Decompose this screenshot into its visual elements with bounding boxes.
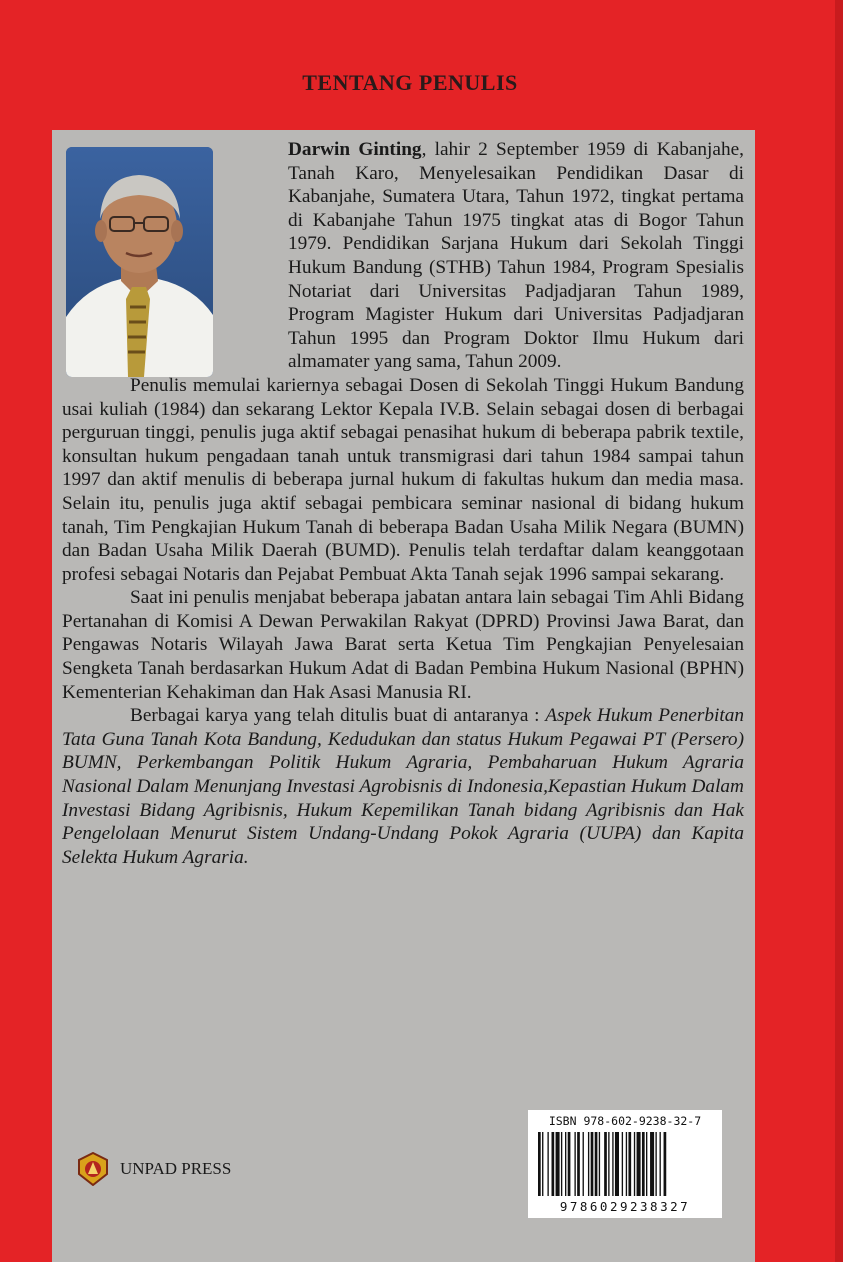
barcode-bar xyxy=(538,1132,541,1196)
barcode-bar xyxy=(591,1132,594,1196)
cover-edge xyxy=(835,0,843,1262)
section-heading: TENTANG PENULIS xyxy=(302,70,518,95)
barcode-bar xyxy=(604,1132,607,1196)
barcode-bar xyxy=(568,1132,571,1196)
barcode-bar xyxy=(542,1132,543,1196)
barcode-bar xyxy=(664,1132,667,1196)
barcode-bar xyxy=(552,1132,555,1196)
barcode-bar xyxy=(655,1132,656,1196)
barcode-bar xyxy=(574,1132,575,1196)
barcode-bar xyxy=(637,1132,641,1196)
works-lead: Berbagai karya yang telah ditulis buat di antaranya : xyxy=(130,705,546,727)
isbn-digits: 9786029238327 xyxy=(559,1199,691,1214)
career-paragraph: Penulis memulai kariernya sebagai Dosen di Sekolah Tinggi Hukum Bandung usai kuliah (1984) dan sekarang Lektor Kepala IV.B. Selain sebagai dosen di berbagai perguruan tinggi, penulis juga aktif sebagai penasihat hukum di beberapa pabrik textile, konsultan hukum pengadaan tanah untuk transmigrasi dari tahun 1984 sampai tahun 1997 dan aktif menulis di beberapa jurnal hukum di fakultas hukum dan media masa. Selain itu, penulis juga aktif sebagai pembicara seminar nasional di bidang hukum tanah, Tim Pengkajian Hukum Tanah di beberapa Badan Usaha Milik Negara (BUMN) dan Badan Usaha Milik Daerah (BUMD). Penulis telah terdaftar dalam keanggotaan profesi sebagai Notaris dan Pejabat Pembuat Akta Tanah sejak 1996 sampai sekarang. xyxy=(62,374,744,585)
biography-text xyxy=(62,138,744,869)
barcode-bar xyxy=(588,1132,589,1196)
barcode-bar xyxy=(622,1132,623,1196)
bio-intro-text: , lahir 2 September 1959 di Kabanjahe, Tanah Karo, Menyelesaikan Pendidikan Dasar di Kabanjahe, Sumatera Utara, Tahun 1972, tingkat pertama di Kabanjahe Tahun 1975 tingkat atas di Bogor Tahun 1979. Pendidikan Sarjana Hukum dari Sekolah Tinggi Hukum Bandung (STHB) Tahun 1984, Program Spesialis Notariat dari Universitas Padjadjaran Tahun 1989, Program Magister Hukum dari Universitas Padjadjaran Tahun 1995 dan Program Doktor Ilmu Hukum dari almamater yang sama, Tahun 2009. xyxy=(288,139,744,373)
barcode-bar xyxy=(650,1132,654,1196)
bio-intro-paragraph xyxy=(62,138,744,374)
barcode-bar xyxy=(583,1132,584,1196)
barcode-bar xyxy=(626,1132,627,1196)
barcode-bar xyxy=(608,1132,609,1196)
barcode-bar xyxy=(561,1132,562,1196)
barcode-bar xyxy=(599,1132,600,1196)
barcode-bar xyxy=(556,1132,560,1196)
author-name: Darwin Ginting xyxy=(288,139,422,160)
works-list: Aspek Hukum Penerbitan Tata Guna Tanah Kota Bandung, Kedudukan dan status Hukum Pegawai PT (Persero) BUMN, Perkembangan Politik Hukum Agraria, Pembaharuan Hukum Agraria Nasional Dalam Menunjang Investasi Agrobisnis di Indonesia,Kepastian Hukum Dalam Investasi Bidang Agribisnis, Hukum Kepemilikan Tanah bidang Agribisnis dan Hak Pengelolaan Menurut Sistem Undang-Undang Pokok Agraria (UUPA) dan Kapita Selekta Hukum Agraria. xyxy=(62,705,744,868)
barcode-bar xyxy=(577,1132,580,1196)
barcode-bar xyxy=(565,1132,566,1196)
barcode-bar xyxy=(615,1132,619,1196)
barcode-bar xyxy=(595,1132,598,1196)
works-paragraph xyxy=(62,704,744,869)
barcode-bar xyxy=(660,1132,661,1196)
isbn-barcode-box xyxy=(528,1110,722,1218)
positions-paragraph: Saat ini penulis menjabat beberapa jabatan antara lain sebagai Tim Ahli Bidang Pertanahan di Komisi A Dewan Perwakilan Rakyat (DPRD) Provinsi Jawa Barat, dan Pengawas Notaris Wilayah Jawa Barat serta Ketua Tim Pengkajian Penyelesaian Sengketa Tanah berdasarkan Hukum Adat di Badan Pembina Hukum Nasional (BPHN) Kementerian Kehakiman dan Hak Asasi Manusia RI. xyxy=(62,587,744,703)
isbn-label: ISBN 978-602-9238-32-7 xyxy=(548,1114,702,1128)
barcode-bar xyxy=(612,1132,613,1196)
barcode-bar xyxy=(646,1132,647,1196)
barcode-bar xyxy=(642,1132,645,1196)
barcode xyxy=(538,1132,712,1196)
publisher-name: UNPAD PRESS xyxy=(120,1159,232,1178)
barcode-bar xyxy=(547,1132,548,1196)
barcode-bar xyxy=(634,1132,635,1196)
publisher xyxy=(76,1152,231,1186)
unpad-logo-icon xyxy=(76,1152,110,1186)
barcode-bar xyxy=(628,1132,631,1196)
